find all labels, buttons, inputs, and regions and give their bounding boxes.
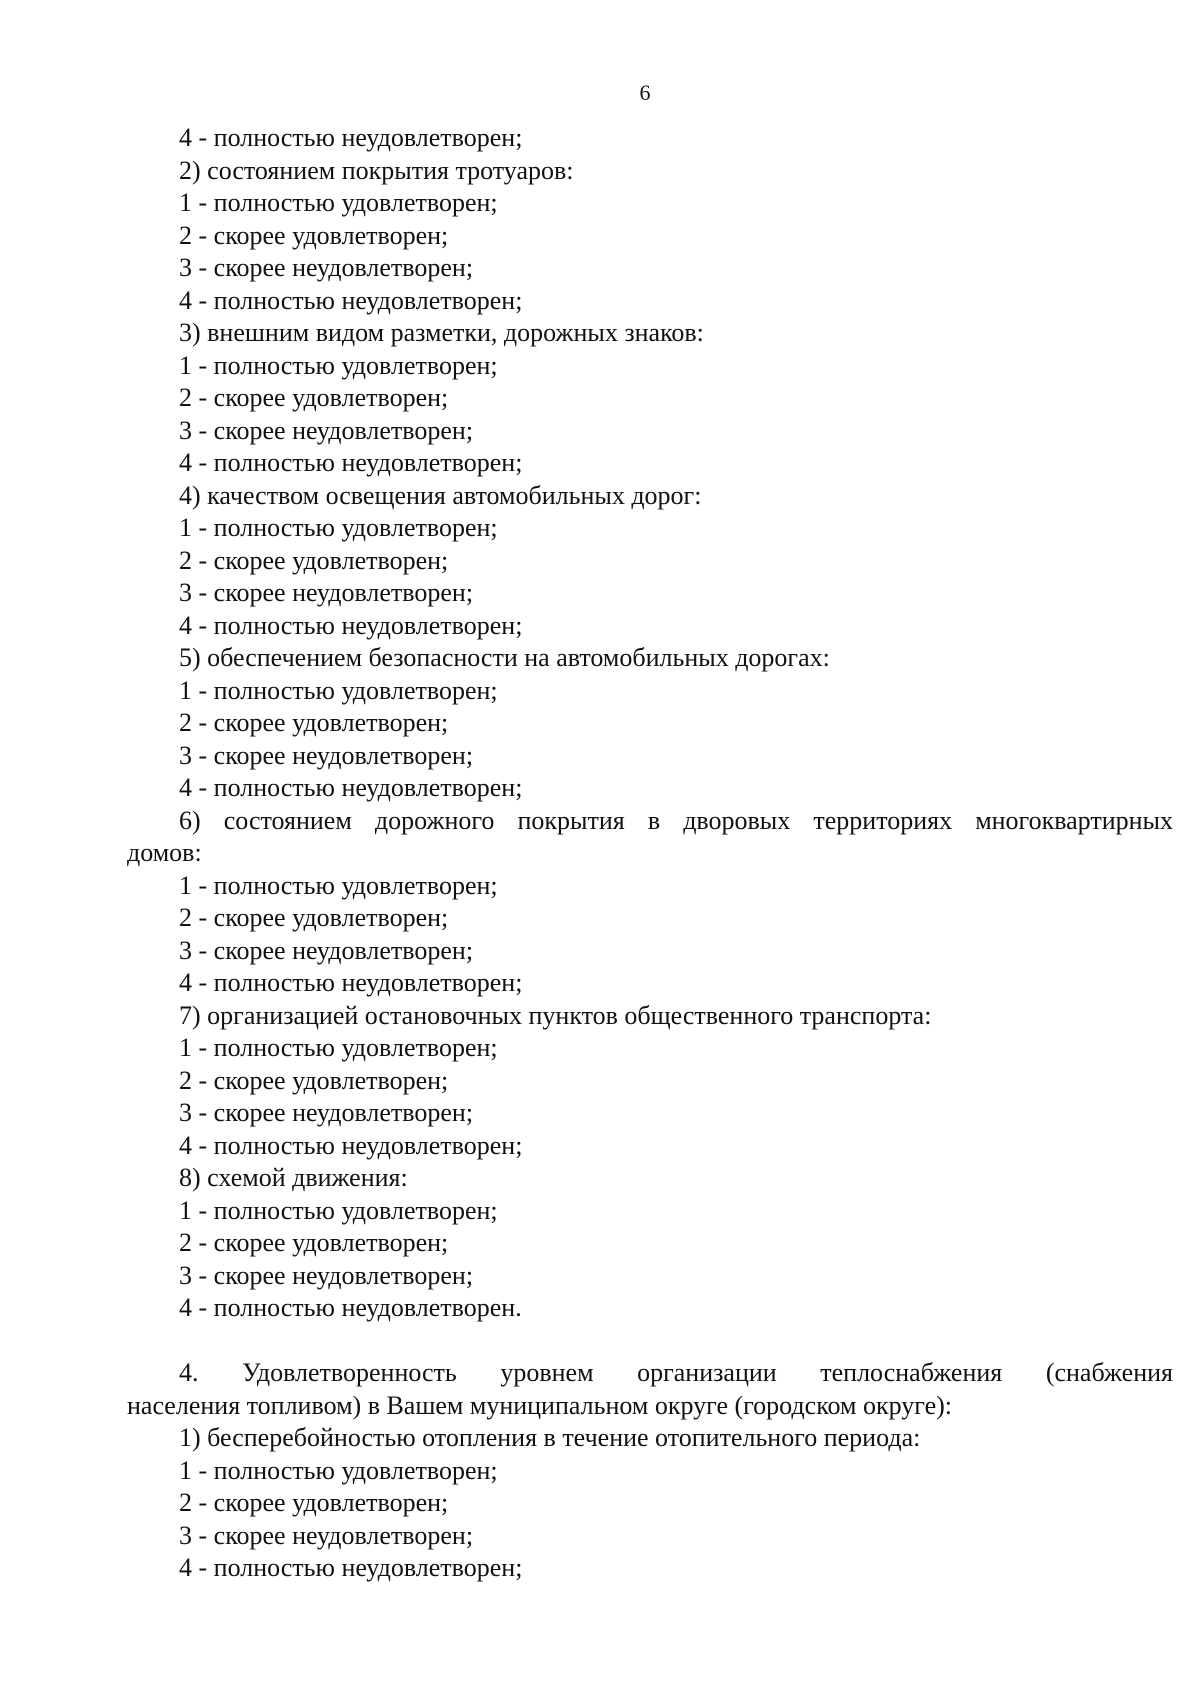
answer-option: 2 - скорее удовлетворен;	[179, 1065, 449, 1095]
answer-option: 3 - скорее неудовлетворен;	[179, 1260, 474, 1290]
answer-option: 4 - полностью неудовлетворен;	[179, 1130, 523, 1160]
answer-option: 3 - скорее неудовлетворен;	[179, 415, 474, 445]
answer-option: 1 - полностью удовлетворен;	[179, 350, 498, 380]
question-item: 2) состоянием покрытия тротуаров:	[179, 155, 574, 185]
answer-option: 4 - полностью неудовлетворен;	[179, 448, 523, 477]
answer-option: 4 - полностью неудовлетворен;	[179, 773, 523, 802]
answer-option: 2 - скорее удовлетворен;	[179, 903, 449, 932]
answer-option: 2 - скорее удовлетворен;	[179, 220, 449, 250]
question-item-continuation: домов:	[127, 838, 202, 867]
answer-option: 3 - скорее неудовлетворен;	[179, 253, 474, 282]
answer-option: 4 - полностью неудовлетворен;	[179, 285, 523, 315]
document-body	[127, 122, 1173, 1585]
answer-option: 1 - полностью удовлетворен;	[179, 1455, 498, 1485]
question-item: 4) качеством освещения автомобильных дорог:	[179, 480, 702, 510]
question-item: 8) схемой движения:	[179, 1163, 408, 1192]
answer-option: 1 - полностью удовлетворен;	[179, 675, 498, 705]
answer-option: 2 - скорее удовлетворен;	[179, 1228, 449, 1257]
answer-option: 1 - полностью удовлетворен;	[179, 188, 498, 217]
question-item: 7) организацией остановочных пунктов общественного транспорта:	[179, 1000, 932, 1030]
answer-option: 4 - полностью неудовлетворен;	[179, 1553, 523, 1582]
answer-option: 3 - скорее неудовлетворен;	[179, 1520, 474, 1550]
answer-option: 2 - скорее удовлетворен;	[179, 1488, 449, 1517]
answer-option: 3 - скорее неудовлетворен;	[179, 740, 474, 770]
answer-option: 2 - скорее удовлетворен;	[179, 545, 449, 575]
question-item: 1) бесперебойностью отопления в течение отопительного периода:	[179, 1423, 921, 1452]
question-item: 5) обеспечением безопасности на автомобильных дорогах:	[179, 643, 830, 672]
answer-option: 4 - полностью неудовлетворен;	[179, 968, 523, 997]
answer-option: 4 - полностью неудовлетворен;	[179, 123, 523, 152]
answer-option: 3 - скорее неудовлетворен;	[179, 935, 474, 965]
page-number: 6	[639, 80, 651, 105]
answer-option: 2 - скорее удовлетворен;	[179, 708, 449, 737]
paragraph-gap	[127, 1325, 1173, 1358]
answer-option: 3 - скорее неудовлетворен;	[179, 578, 474, 607]
answer-option: 1 - полностью удовлетворен;	[179, 870, 498, 900]
section-heading: 4. Удовлетворенность уровнем организации теплоснабжения (снабжения	[179, 1358, 1173, 1387]
answer-option: 1 - полностью удовлетворен;	[179, 513, 498, 542]
answer-option: 4 - полностью неудовлетворен;	[179, 610, 523, 640]
answer-option: 1 - полностью удовлетворен;	[179, 1033, 498, 1062]
question-item: 6) состоянием дорожного покрытия в дворовых территориях многоквартирных	[179, 805, 1173, 835]
answer-option: 2 - скорее удовлетворен;	[179, 383, 449, 412]
answer-option: 4 - полностью неудовлетворен.	[179, 1293, 522, 1322]
question-item: 3) внешним видом разметки, дорожных знаков:	[179, 318, 704, 347]
answer-option: 3 - скорее неудовлетворен;	[179, 1098, 474, 1127]
answer-option: 1 - полностью удовлетворен;	[179, 1195, 498, 1225]
section-heading-continuation: населения топливом) в Вашем муниципальном округе (городском округе):	[127, 1390, 953, 1420]
